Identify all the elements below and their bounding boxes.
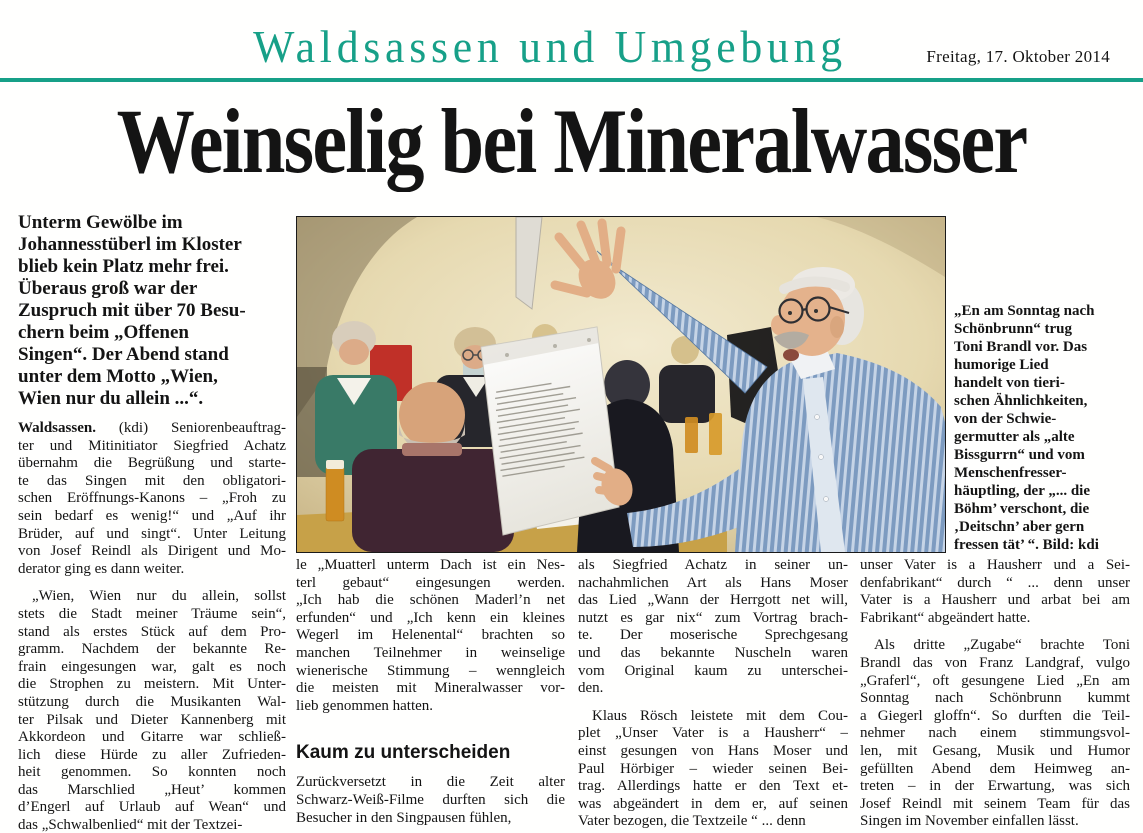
article-column-2 [296,557,565,833]
article-line: ter Pilsak und Dieter Kannenberg mit [18,711,286,728]
article-line: unser Vater is a Hausherr und a Sei- [860,557,1130,573]
paragraph [296,557,565,715]
article-line: ter und Mitinitiator Siegfried Achatz [18,437,286,454]
article-line: Schwarz-Weiß-Filme durften sich die [296,791,565,808]
lead-paragraph [18,212,286,410]
article-column-1 [18,212,286,833]
paragraph [578,557,848,698]
article-line: das Marschlied „Heut’ kommen [18,781,286,798]
article-line: gramm. Nachdem der bekannte Re- [18,641,286,658]
article-line: vom Original kaum zu unterschei- [578,662,848,679]
article-line: Josef Reindl mit seinem Team für das [860,795,1130,812]
caption-line: Toni Brandl vor. Das [954,339,1088,355]
article-line: Wegerl im Helenental“ brachten so [296,627,565,644]
article-line: lieb genommen hatten. [296,697,434,714]
article-line: nehmer nach einem stimmungsvol- [860,725,1130,742]
paragraph [18,588,286,833]
article-line: blieb kein Platz mehr frei. [18,256,229,277]
article-line: von Josef Reindl als Dirigent und Mo- [18,543,286,560]
article-line: Unterm Gewölbe im [18,212,183,233]
paragraph [860,637,1130,831]
article-line: gefüllten Abend dem Heimweg an- [860,760,1130,777]
caption-line: Menschenfresser- [954,465,1067,481]
article-line: stützung durch die Musikanten Wal- [18,693,286,710]
article-line: „Ich hab die schönen Maderl’n net [296,592,565,609]
article-line: heit genommen. So konnten noch [18,764,286,781]
article-line: te das Singen mit den obligatori- [18,472,286,489]
article-line: Überaus groß war der [18,278,198,299]
article-line: Fabrikant“ abgeändert hatte. [860,609,1031,626]
article-line: derator ging es dann weiter. [18,560,185,577]
article-line: Klaus Rösch leistete mit dem Cou- [592,707,848,724]
article-line: „Wien, Wien nur du allein, sollst [32,588,286,605]
article-line: treten – in der Erwartung, was sich [860,778,1130,795]
article-line: unter dem Motto „Wien, [18,366,218,387]
article-line: Paul Hörbiger – wieder seinen Bei- [578,760,848,777]
article-line: die Strophen zu meistern. Mit Unter- [18,676,286,693]
article-line: a Giegerl gloffn“. So durften die Teil- [860,707,1130,724]
caption-line: Bissgurrn“ und vom [954,447,1085,463]
caption-line: häuptling, der „... die [954,483,1091,499]
article-line: Vater bezogen, die Textzeile “ ... denn [578,813,806,830]
article-line: das Lied „Wann der Herrgott net will, [578,592,848,609]
photo-caption [954,302,1134,554]
article-line: d’Engerl auf Urlaub auf Wean“ und [18,799,286,816]
masthead-rule [0,78,1143,82]
subheading: Kaum zu unterscheiden [296,742,511,764]
caption-line: von der Schwie- [954,411,1057,427]
article-line: te. Der moserische Sprechgesang [578,627,848,644]
article-line: Singen“. Der Abend stand [18,344,229,365]
article-line: lich diese Hürde zu aller Zufrieden- [18,746,286,763]
article-line: Vater is a Hausherr und arbat bei am [860,592,1130,609]
article-line: chern beim „Offenen [18,322,189,343]
article-line: Sonntag nach Schönbrunn kummt [860,690,1130,707]
article-line: die meisten mit Mineralwasser vor- [296,680,565,697]
article-line: wienerische Stimmung – wenngleich [296,662,565,679]
article-line: was abgeändert in dem er, auf seinen [578,795,848,812]
article-line: len, mit Gesang, Musik und Humor [860,742,1130,759]
article-line: stets die Stadt meiner Träume sein“, [18,605,286,622]
article-line: Akkordeon und Gitarre war schließ- [18,729,286,746]
article-line: schen Eröffnungs-Kanons – „Froh zu [18,490,286,507]
caption-line: handelt von tieri- [954,375,1065,391]
event-photo-illustration [297,217,945,552]
caption-line: Böhm’ verschont, die [954,501,1090,517]
article-headline: Weinselig bei Mineralwasser [116,90,1027,192]
article-line: trag. Allerdings hatte er den Text et- [578,778,848,795]
article-line: plet „Unser Vater is a Hausherr“ – [578,725,848,742]
article-line: übernahm die Begrüßung und starte- [18,455,286,472]
article-line: Zuspruch mit über 70 Besu- [18,300,246,321]
article-line: den. [578,680,604,697]
article-line: stand als erstes Stück auf dem Pro- [18,623,286,640]
article-line: das „Schwalbenlied“ mit der Textzei- [18,817,243,833]
event-photo [296,216,946,553]
article-line: Singen im November einfallen lässt. [860,813,1079,830]
paragraph [18,420,286,578]
caption-line: Schönbrunn“ trug [954,321,1072,337]
article-line: und das bekannte Nuscheln waren [578,644,848,661]
article-line: Zurückversetzt in die Zeit alter [296,774,565,791]
article-line: sein bedarf es wenig!“ und „Auf ihr [18,507,286,524]
paragraph [860,557,1130,627]
caption-line: humorige Lied [954,357,1049,373]
paragraph [578,708,848,831]
article-line: terl gebaut“ eingesungen werden. [296,574,565,591]
caption-line: schen Ähnlichkeiten, [954,393,1088,409]
masthead-section-title: Waldsassen und Umgebung [253,21,847,72]
article-line: Johannesstüberl im Kloster [18,234,242,255]
article-column-3 [578,557,848,833]
article-line: Als dritte „Zugabe“ brachte Toni [874,637,1130,654]
caption-line: ‚Deitschn’ aber gern [954,519,1085,535]
article-line: frain eingesungen war, galt es noch [18,658,286,675]
caption-line: fressen tät’ “. Bild: kdi [954,537,1099,553]
article-line: nutzt es gar nix“ zum Vortrag brach- [578,609,848,626]
masthead-date: Freitag, 17. Oktober 2014 [926,47,1110,66]
article-line: Wien nur du allein ...“. [18,388,204,409]
article-line: Waldsassen. (kdi) Seniorenbeauftrag- [18,420,286,436]
article-line: le „Muatterl unterm Dach ist ein Nes- [296,557,565,573]
article-line: denfabrikant“ durch “ ... denn unser [860,574,1130,591]
article-line: als Siegfried Achatz in seiner un- [578,557,848,573]
article-line: Brüder, auf und singt“. Unter Leitung [18,525,286,542]
article-line: Besucher in den Singpausen fühlen, [296,809,512,826]
caption-line: „En am Sonntag nach [954,303,1095,319]
article-line: Brandl das von Franz Landgraf, vulgo [860,654,1130,671]
article-column-4 [860,557,1130,833]
paragraph [296,774,565,827]
article-line: manchen Teilnehmer in weinselige [296,644,565,661]
caption-line: germutter als „alte [954,429,1075,445]
article-line: nachahmlichen Art als Hans Moser [578,574,848,591]
article-line: einst gesungen von Hans Moser und [578,742,848,759]
article-line: erfunden“ und „Ich kenn ein kleines [296,609,565,626]
article-line: „Graferl“, oft gesungene Lied „En am [860,672,1130,689]
